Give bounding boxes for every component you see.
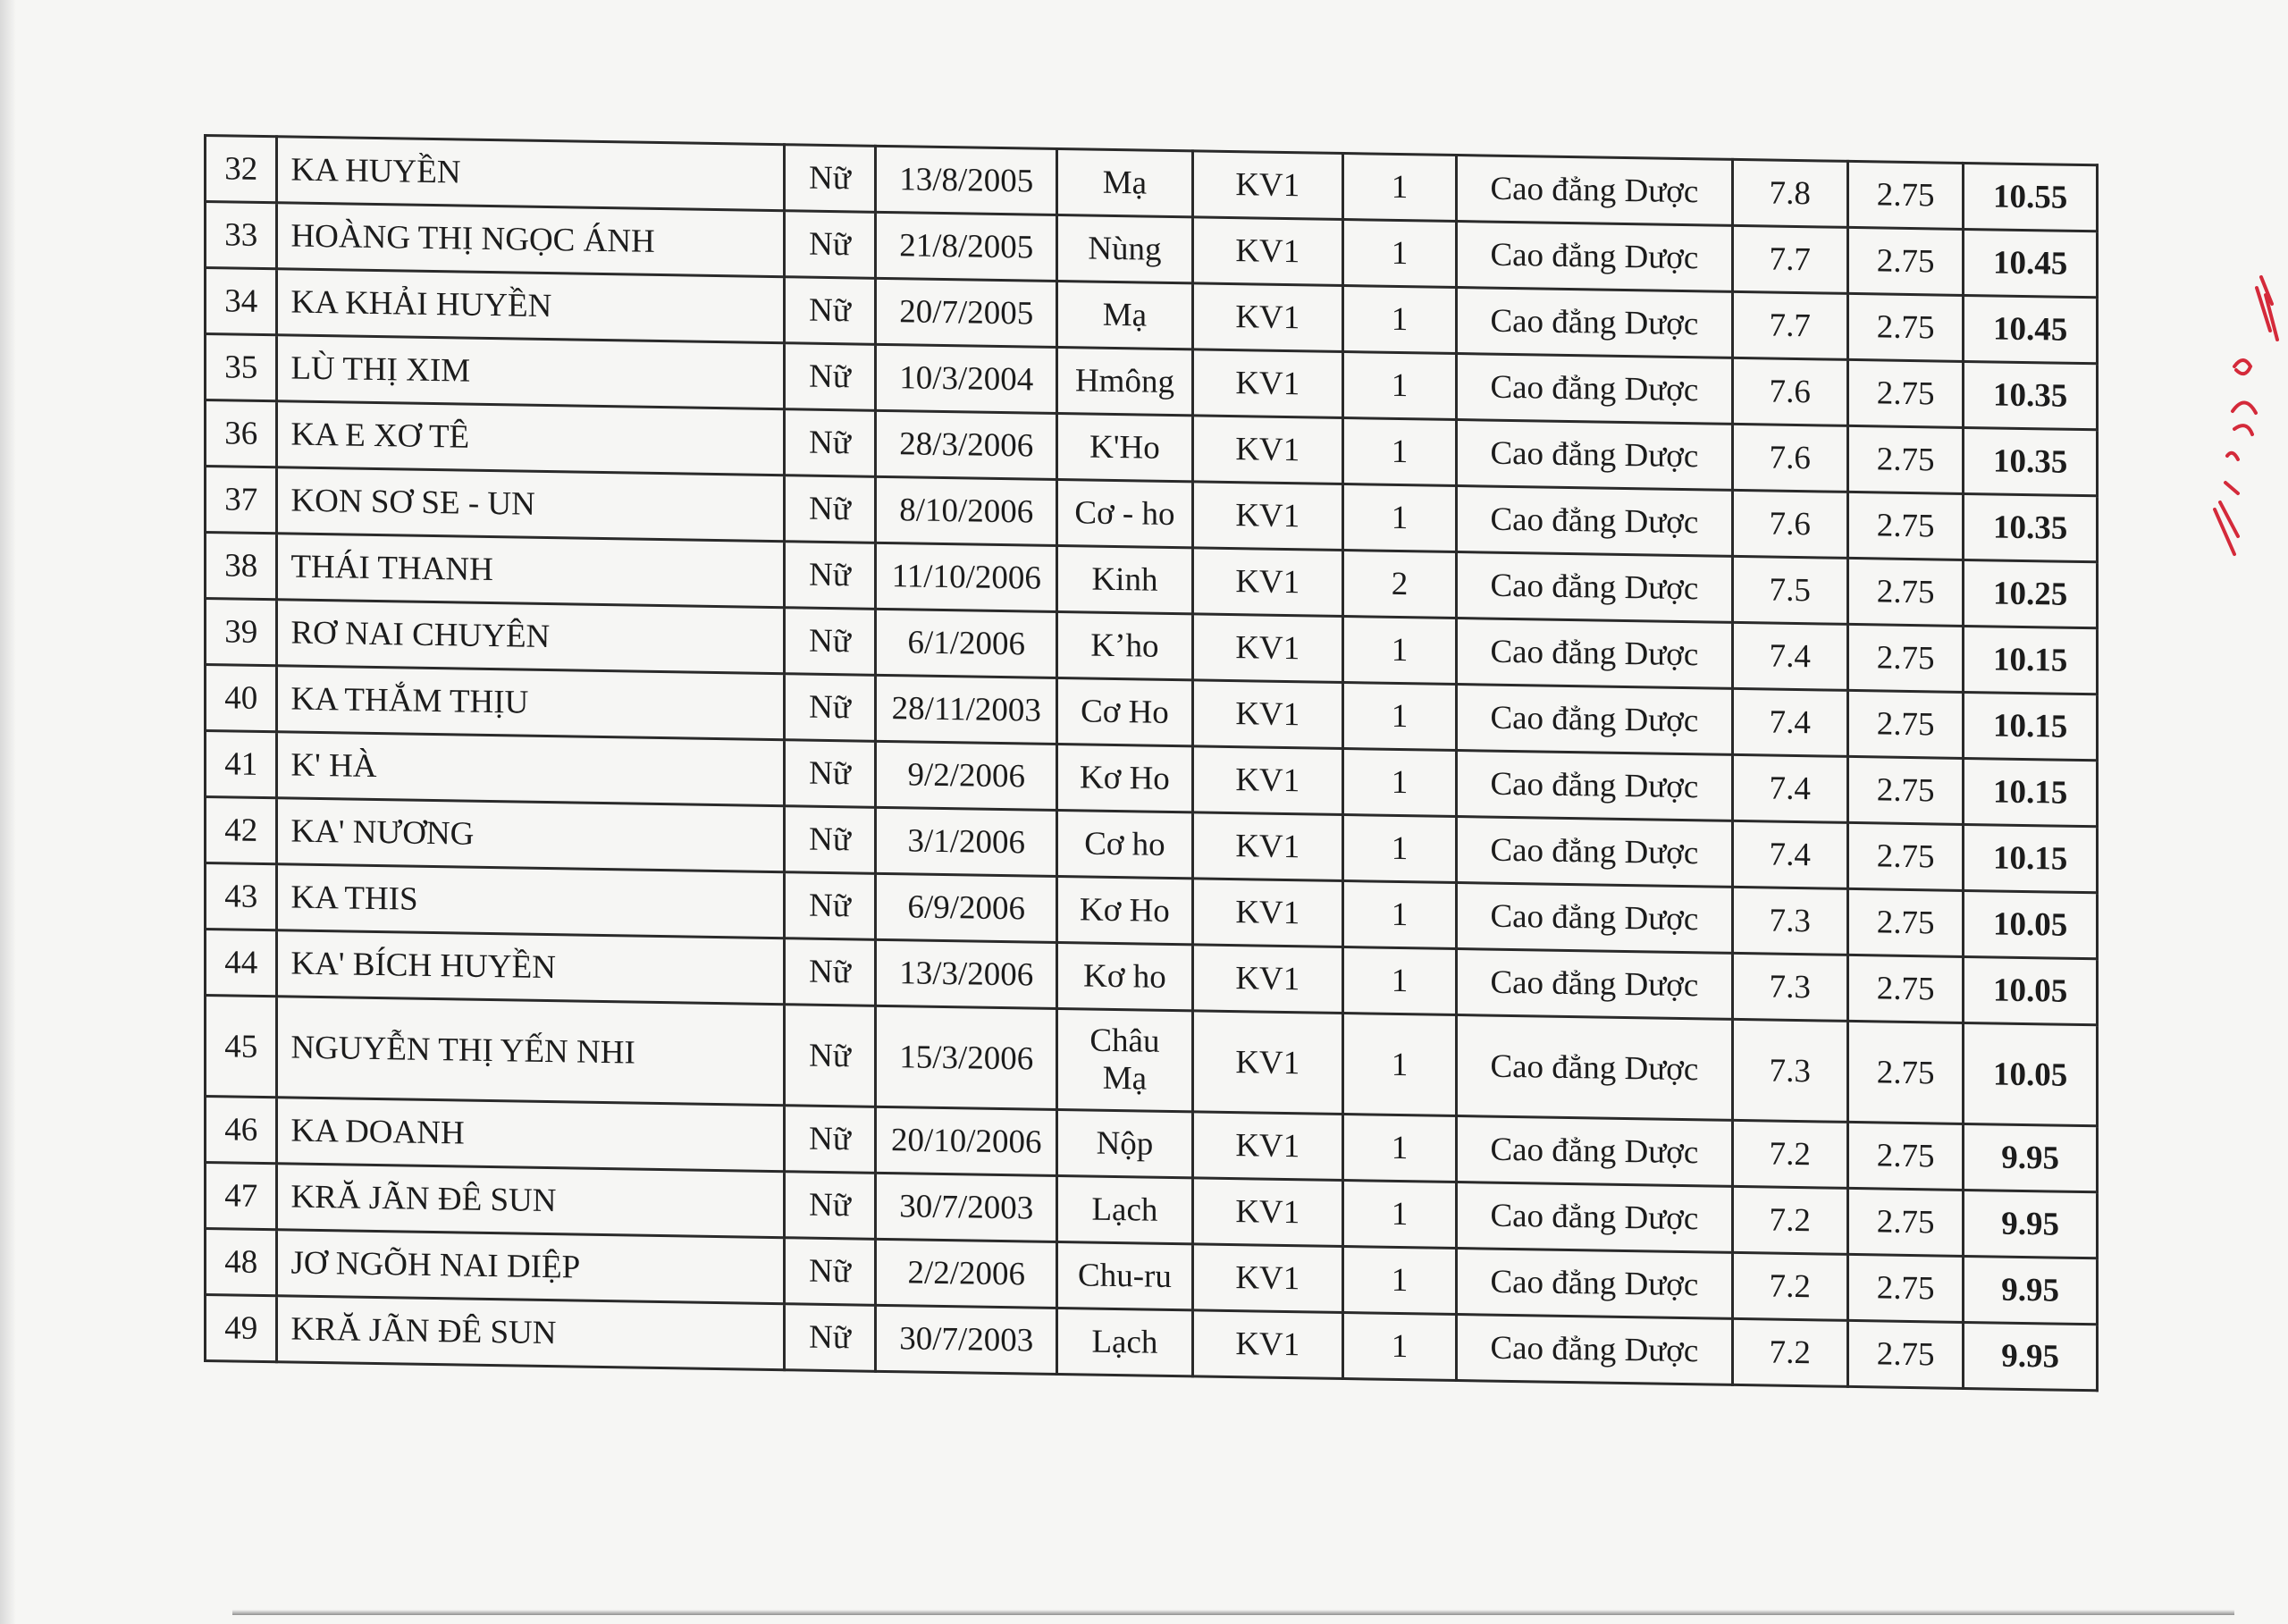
date-of-birth-cell: 20/7/2005 — [876, 278, 1057, 347]
major-cell: Cao đẳng Dược — [1457, 288, 1733, 358]
total-score-cell: 9.95 — [1964, 1190, 2098, 1258]
gender-cell: Nữ — [784, 608, 876, 676]
bonus-score-cell: 2.75 — [1847, 161, 1963, 229]
priority-area-cell: KV1 — [1192, 482, 1342, 551]
priority-group-cell: 1 — [1342, 881, 1456, 949]
score-cell: 7.4 — [1732, 754, 1847, 822]
major-cell: Cao đẳng Dược — [1457, 1015, 1733, 1121]
bonus-score-cell: 2.75 — [1847, 227, 1963, 295]
priority-area-cell: KV1 — [1192, 879, 1342, 947]
gender-cell: Nữ — [784, 740, 876, 808]
date-of-birth-cell: 11/10/2006 — [876, 543, 1057, 611]
row-number: 46 — [206, 1097, 277, 1164]
bonus-score-cell: 2.75 — [1847, 888, 1963, 956]
date-of-birth-cell: 30/7/2003 — [876, 1305, 1057, 1374]
major-cell: Cao đẳng Dược — [1457, 1315, 1733, 1385]
total-score-cell: 10.25 — [1964, 560, 2098, 627]
gender-cell: Nữ — [784, 145, 876, 213]
date-of-birth-cell: 20/10/2006 — [876, 1107, 1057, 1175]
row-number: 36 — [206, 400, 277, 467]
total-score-cell: 9.95 — [1964, 1256, 2098, 1324]
score-cell: 7.8 — [1732, 159, 1847, 227]
gender-cell: Nữ — [784, 343, 876, 411]
date-of-birth-cell: 15/3/2006 — [876, 1006, 1057, 1109]
score-cell: 7.4 — [1732, 688, 1847, 756]
priority-area-cell: KV1 — [1192, 349, 1342, 418]
priority-area-cell: KV1 — [1192, 151, 1342, 220]
score-cell: 7.6 — [1732, 490, 1847, 558]
total-score-cell: 10.15 — [1964, 692, 2098, 760]
candidate-name: KA' BÍCH HUYỀN — [277, 930, 784, 1005]
row-number: 33 — [206, 202, 277, 269]
total-score-cell: 10.15 — [1964, 626, 2098, 694]
candidate-name: THÁI THANH — [277, 534, 784, 608]
row-number: 48 — [206, 1229, 277, 1296]
ethnicity-cell: Lạch — [1057, 1175, 1193, 1243]
bonus-score-cell: 2.75 — [1847, 955, 1963, 1022]
bonus-score-cell: 2.75 — [1847, 425, 1963, 493]
candidate-name: RƠ NAI CHUYÊN — [277, 600, 784, 674]
total-score-cell: 10.35 — [1964, 493, 2098, 561]
candidate-name: KA' NƯƠNG — [277, 798, 784, 872]
total-score-cell: 10.05 — [1964, 1022, 2098, 1125]
gender-cell: Nữ — [784, 277, 876, 345]
date-of-birth-cell: 21/8/2005 — [876, 212, 1057, 281]
priority-area-cell: KV1 — [1192, 1310, 1342, 1379]
priority-area-cell: KV1 — [1192, 812, 1342, 881]
scan-bottom-shadow — [232, 1610, 2234, 1615]
total-score-cell: 10.35 — [1964, 361, 2098, 429]
row-number: 43 — [206, 863, 277, 930]
candidate-name: KON SƠ SE - UN — [277, 467, 784, 542]
total-score-cell: 10.05 — [1964, 890, 2098, 958]
ethnicity-cell: Hmông — [1057, 347, 1193, 415]
total-score-cell: 10.15 — [1964, 824, 2098, 892]
priority-area-cell: KV1 — [1192, 217, 1342, 286]
candidate-name: LÙ THỊ XIM — [277, 335, 784, 409]
row-number: 45 — [206, 996, 277, 1098]
row-number: 40 — [206, 665, 277, 732]
priority-group-cell: 1 — [1342, 815, 1456, 883]
candidate-name: HOÀNG THỊ NGỌC ÁNH — [277, 203, 784, 277]
priority-area-cell: KV1 — [1192, 614, 1342, 683]
score-cell: 7.2 — [1732, 1186, 1847, 1254]
ethnicity-cell: Kinh — [1057, 545, 1193, 613]
priority-group-cell: 1 — [1342, 1014, 1456, 1116]
total-score-cell: 10.45 — [1964, 295, 2098, 363]
gender-cell: Nữ — [784, 409, 876, 477]
candidate-name: KA HUYỀN — [277, 137, 784, 211]
ethnicity-cell: Nùng — [1057, 215, 1193, 282]
candidate-name: KA DOANH — [277, 1098, 784, 1172]
row-number: 34 — [206, 268, 277, 335]
row-number: 47 — [206, 1163, 277, 1230]
ethnicity-cell: Lạch — [1057, 1308, 1193, 1376]
bonus-score-cell: 2.75 — [1847, 1254, 1963, 1322]
score-cell: 7.7 — [1732, 225, 1847, 293]
total-score-cell: 10.35 — [1964, 427, 2098, 495]
major-cell: Cao đẳng Dược — [1457, 949, 1733, 1020]
score-cell: 7.4 — [1732, 820, 1847, 888]
date-of-birth-cell: 6/9/2006 — [876, 873, 1057, 942]
major-cell: Cao đẳng Dược — [1457, 1116, 1733, 1187]
gender-cell: Nữ — [784, 938, 876, 1006]
handwritten-red-annotation — [2208, 268, 2279, 572]
table-body — [206, 136, 2098, 1391]
date-of-birth-cell: 3/1/2006 — [876, 807, 1057, 876]
ethnicity-cell: Mạ — [1057, 281, 1193, 349]
total-score-cell: 10.45 — [1964, 229, 2098, 297]
candidate-name: JƠ NGÕH NAI DIỆP — [277, 1230, 784, 1304]
row-number: 44 — [206, 930, 277, 997]
major-cell: Cao đẳng Dược — [1457, 883, 1733, 954]
date-of-birth-cell: 13/8/2005 — [876, 146, 1057, 215]
candidate-name: NGUYỄN THỊ YẾN NHI — [277, 997, 784, 1106]
priority-area-cell: KV1 — [1192, 945, 1342, 1014]
row-number: 37 — [206, 467, 277, 534]
gender-cell: Nữ — [784, 1304, 876, 1372]
date-of-birth-cell: 2/2/2006 — [876, 1239, 1057, 1308]
major-cell: Cao đẳng Dược — [1457, 486, 1733, 557]
priority-group-cell: 1 — [1342, 947, 1456, 1015]
date-of-birth-cell: 10/3/2004 — [876, 344, 1057, 413]
bonus-score-cell: 2.75 — [1847, 1320, 1963, 1388]
bonus-score-cell: 2.75 — [1847, 624, 1963, 692]
gender-cell: Nữ — [784, 542, 876, 610]
priority-group-cell: 1 — [1342, 1181, 1456, 1249]
candidate-name: K' HÀ — [277, 732, 784, 806]
gender-cell: Nữ — [784, 211, 876, 279]
priority-area-cell: KV1 — [1192, 1112, 1342, 1181]
bonus-score-cell: 2.75 — [1847, 1122, 1963, 1190]
priority-group-cell: 1 — [1342, 154, 1456, 222]
candidate-name: KRĂ JÃN ĐÊ SUN — [277, 1296, 784, 1370]
major-cell: Cao đẳng Dược — [1457, 1182, 1733, 1253]
priority-group-cell: 2 — [1342, 551, 1456, 618]
score-cell: 7.7 — [1732, 291, 1847, 359]
score-cell: 7.5 — [1732, 556, 1847, 624]
major-cell: Cao đẳng Dược — [1457, 354, 1733, 425]
priority-area-cell: KV1 — [1192, 548, 1342, 617]
bonus-score-cell: 2.75 — [1847, 822, 1963, 890]
priority-group-cell: 1 — [1342, 1115, 1456, 1182]
ethnicity-cell: Kơ ho — [1057, 942, 1193, 1010]
priority-group-cell: 1 — [1342, 617, 1456, 685]
gender-cell: Nữ — [784, 872, 876, 940]
ethnicity-cell: Mạ — [1057, 148, 1193, 216]
ethnicity-cell: K’ho — [1057, 611, 1193, 679]
major-cell: Cao đẳng Dược — [1457, 1249, 1733, 1319]
major-cell: Cao đẳng Dược — [1457, 751, 1733, 821]
score-cell: 7.3 — [1732, 887, 1847, 955]
row-number: 42 — [206, 797, 277, 864]
ethnicity-cell: Cơ ho — [1057, 810, 1193, 878]
date-of-birth-cell: 28/11/2003 — [876, 675, 1057, 744]
ethnicity-cell: Cơ Ho — [1057, 677, 1193, 745]
major-cell: Cao đẳng Dược — [1457, 552, 1733, 623]
date-of-birth-cell: 6/1/2006 — [876, 609, 1057, 677]
candidate-name: KRĂ JÃN ĐÊ SUN — [277, 1164, 784, 1238]
ethnicity-cell: Kơ Ho — [1057, 744, 1193, 812]
priority-group-cell: 1 — [1342, 484, 1456, 552]
ethnicity-cell: Chu-ru — [1057, 1241, 1193, 1309]
score-cell: 7.2 — [1732, 1120, 1847, 1188]
date-of-birth-cell: 30/7/2003 — [876, 1173, 1057, 1241]
priority-area-cell: KV1 — [1192, 283, 1342, 352]
priority-group-cell: 1 — [1342, 749, 1456, 817]
major-cell: Cao đẳng Dược — [1457, 420, 1733, 491]
bonus-score-cell: 2.75 — [1847, 359, 1963, 427]
date-of-birth-cell: 13/3/2006 — [876, 939, 1057, 1008]
major-cell: Cao đẳng Dược — [1457, 222, 1733, 292]
gender-cell: Nữ — [784, 1172, 876, 1240]
total-score-cell: 9.95 — [1964, 1123, 2098, 1191]
row-number: 35 — [206, 334, 277, 401]
bonus-score-cell: 2.75 — [1847, 756, 1963, 824]
ethnicity-cell: K'Ho — [1057, 413, 1193, 481]
score-cell: 7.4 — [1732, 622, 1847, 690]
priority-group-cell: 1 — [1342, 352, 1456, 420]
priority-area-cell: KV1 — [1192, 746, 1342, 815]
row-number: 41 — [206, 731, 277, 798]
priority-area-cell: KV1 — [1192, 680, 1342, 749]
date-of-birth-cell: 28/3/2006 — [876, 410, 1057, 479]
date-of-birth-cell: 9/2/2006 — [876, 741, 1057, 810]
total-score-cell: 10.55 — [1964, 163, 2098, 231]
bonus-score-cell: 2.75 — [1847, 1188, 1963, 1256]
candidate-name: KA THIS — [277, 864, 784, 938]
bonus-score-cell: 2.75 — [1847, 492, 1963, 560]
ethnicity-cell: Cơ - ho — [1057, 479, 1193, 547]
priority-group-cell: 1 — [1342, 1247, 1456, 1315]
priority-area-cell: KV1 — [1192, 416, 1342, 484]
gender-cell: Nữ — [784, 1005, 876, 1107]
bonus-score-cell: 2.75 — [1847, 293, 1963, 361]
score-cell: 7.2 — [1732, 1252, 1847, 1320]
priority-area-cell: KV1 — [1192, 1244, 1342, 1313]
major-cell: Cao đẳng Dược — [1457, 685, 1733, 755]
priority-area-cell: KV1 — [1192, 1178, 1342, 1247]
ethnicity-cell: Nộp — [1057, 1109, 1193, 1177]
candidate-results-table — [204, 134, 2099, 1392]
major-cell: Cao đẳng Dược — [1457, 618, 1733, 689]
bonus-score-cell: 2.75 — [1847, 1021, 1963, 1123]
row-number: 38 — [206, 533, 277, 600]
gender-cell: Nữ — [784, 475, 876, 543]
score-cell: 7.3 — [1732, 1019, 1847, 1122]
score-cell: 7.6 — [1732, 424, 1847, 492]
gender-cell: Nữ — [784, 806, 876, 874]
score-cell: 7.3 — [1732, 953, 1847, 1021]
bonus-score-cell: 2.75 — [1847, 690, 1963, 758]
priority-group-cell: 1 — [1342, 683, 1456, 751]
bonus-score-cell: 2.75 — [1847, 558, 1963, 626]
row-number: 49 — [206, 1295, 277, 1362]
score-cell: 7.2 — [1732, 1318, 1847, 1386]
major-cell: Cao đẳng Dược — [1457, 156, 1733, 226]
major-cell: Cao đẳng Dược — [1457, 817, 1733, 888]
candidate-name: KA THẮM THỊU — [277, 666, 784, 740]
priority-group-cell: 1 — [1342, 286, 1456, 354]
gender-cell: Nữ — [784, 1106, 876, 1174]
priority-area-cell: KV1 — [1192, 1011, 1342, 1115]
ethnicity-cell: Châu Mạ — [1057, 1008, 1193, 1111]
gender-cell: Nữ — [784, 674, 876, 742]
date-of-birth-cell: 8/10/2006 — [876, 476, 1057, 545]
total-score-cell: 9.95 — [1964, 1322, 2098, 1390]
candidate-name: KA KHẢI HUYỀN — [277, 269, 784, 343]
total-score-cell: 10.15 — [1964, 758, 2098, 826]
candidate-name: KA E XƠ TÊ — [277, 401, 784, 475]
total-score-cell: 10.05 — [1964, 956, 2098, 1024]
row-number: 32 — [206, 136, 277, 203]
gender-cell: Nữ — [784, 1238, 876, 1306]
priority-group-cell: 1 — [1342, 220, 1456, 288]
ethnicity-cell: Kơ Ho — [1057, 876, 1193, 944]
row-number: 39 — [206, 599, 277, 666]
priority-group-cell: 1 — [1342, 418, 1456, 486]
priority-group-cell: 1 — [1342, 1313, 1456, 1381]
score-cell: 7.6 — [1732, 358, 1847, 425]
scan-left-edge — [0, 0, 16, 1624]
